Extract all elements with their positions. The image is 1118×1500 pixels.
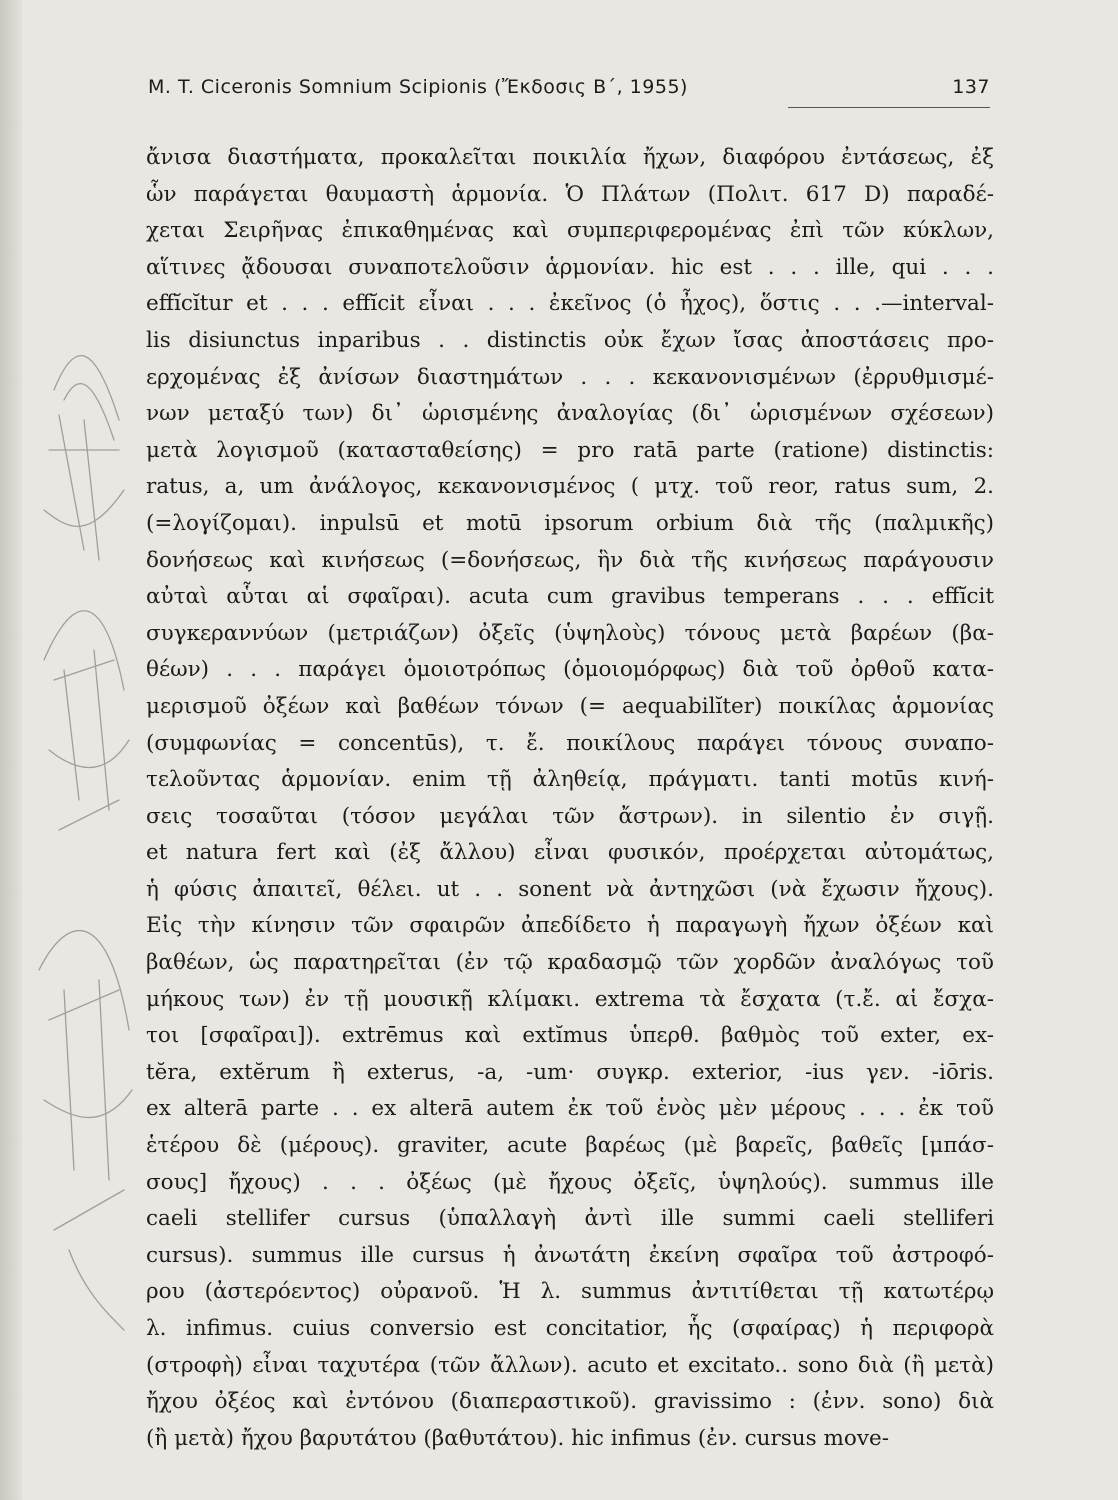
text-line: ἤχου ὀξέος καὶ ἐντόνου (διαπεραστικοῦ). gravissimo : (ἐνν. sono) διὰ [146,1389,994,1415]
text-line: (συμφωνίας = concentūs), τ. ἔ. ποικίλους παράγει τόνους συναπο- [146,730,994,756]
text-line: αἵτινες ᾄδουσαι συναποτελοῦσιν ἁρμονίαν. hic est . . . ille, qui . . . [146,254,994,280]
text-line: ἄνισα διαστήματα, προκαλεῖται ποικιλία ἤχων, διαφόρου ἐντάσεως, ἐξ [146,145,994,170]
pencil-doodle-icon [24,330,144,1430]
running-title: M. T. Ciceronis Somnium Scipionis (Ἔκδοσις Β΄, 1955) [148,76,688,98]
text-line: μήκους των) ἐν τῇ μουσικῇ κλίμακι. extrema τὰ ἔσχατα (τ.ἔ. αἱ ἔσχα- [146,986,994,1012]
text-line: (=λογίζομαι). inpulsū et motū ipsorum orbium διὰ τῆς (παλμικῆς) [146,510,994,536]
text-line: δονήσεως καὶ κινήσεως (=δονήσεως, ἣν διὰ τῆς κινήσεως παράγουσιν [146,547,994,573]
text-line: (στροφὴ) εἶναι ταχυτέρα (τῶν ἄλλων). acuto et excitato.. sono διὰ (ἢ μετὰ) [146,1352,994,1378]
text-line: effĭcĭtur et . . . effĭcit εἶναι . . . ἐκεῖνος (ὁ ἦχος), ὅστις . . .—interval- [146,291,994,317]
commentary-text [146,140,994,1457]
text-line: ἡ φύσις ἀπαιτεῖ, θέλει. ut . . sonent νὰ ἀντηχῶσι (νὰ ἔχωσιν ἤχους). [146,876,994,902]
text-line: αὐταὶ αὗται αἱ σφαῖραι). acuta cum gravibus temperans . . . effĭcit [146,584,994,610]
header-rule [788,107,990,108]
text-line: ratus, a, um ἀνάλογος, κεκανονισμένος ( μτχ. τοῦ reor, ratus sum, 2. [146,474,994,500]
text-line: θέων) . . . παράγει ὁμοιοτρόπως (ὁμοιομόρφως) διὰ τοῦ ὀρθοῦ κατα- [146,657,994,683]
text-line: ερχομένας ἐξ ἀνίσων διαστημάτων . . . κεκανονισμένων (ἐρρυθμισμέ- [146,364,994,390]
text-line: ρου (ἀστερόεντος) οὐρανοῦ. Ἡ λ. summus ἀντιτίθεται τῇ κατωτέρῳ [146,1279,994,1305]
text-line: ἑτέρου δὲ (μέρους). graviter, acute βαρέως (μὲ βαρεῖς, βαθεῖς [μπάσ- [146,1133,994,1159]
text-line: νων μεταξύ των) δι᾽ ὡρισμένης ἀναλογίας (δι᾽ ὡρισμένων σχέσεων) [146,401,994,427]
text-line: χεται Σειρῆνας ἐπικαθημένας καὶ συμπεριφερομένας ἐπὶ τῶν κύκλων, [146,218,994,244]
text-line: caeli stellifer cursus (ὑπαλλαγὴ ἀντὶ ille summi caeli stelliferi [146,1206,994,1232]
page-gutter [0,0,22,1500]
text-line: ὧν παράγεται θαυμαστὴ ἁρμονία. Ὁ Πλάτων (Πολιτ. 617 D) παραδέ- [146,181,994,207]
text-line: τελοῦντας ἁρμονίαν. enim τῇ ἀληθείᾳ, πράγματι. tanti motūs κινή- [146,767,994,793]
text-line: τοι [σφαῖραι]). extrēmus καὶ extĭmus ὑπερθ. βαθμὸς τοῦ exter, ex- [146,1023,994,1049]
text-line: συγκεραννύων (μετριάζων) ὀξεῖς (ὑψηλοὺς) τόνους μετὰ βαρέων (βα- [146,620,994,646]
text-line: tĕra, extĕrum ἢ exterus, -a, -um· συγκρ. exterior, -ius γεν. -iōris. [146,1059,994,1085]
page-number: 137 [952,76,990,98]
text-line: Εἰς τὴν κίνησιν τῶν σφαιρῶν ἀπεδίδετο ἡ παραγωγὴ ἤχων ὀξέων καὶ [146,913,994,939]
text-line: et natura fert καὶ (ἐξ ἄλλου) εἶναι φυσικόν, προέρχεται αὐτομάτως, [146,840,994,866]
text-line: μερισμοῦ ὀξέων καὶ βαθέων τόνων (= aequabilĭter) ποικίλας ἁρμονίας [146,693,994,719]
running-header [148,74,990,108]
text-line: (ἢ μετὰ) ἤχου βαρυτάτου (βαθυτάτου). hic infimus (ἐν. cursus move- [146,1425,889,1451]
text-line: σους] ἤχους) . . . ὀξέως (μὲ ἤχους ὀξεῖς, ὑψηλούς). summus ille [146,1169,994,1195]
text-line: λ. infimus. cuius conversio est concitatior, ἧς (σφαίρας) ἡ περιφορὰ [146,1316,994,1341]
text-line: σεις τοσαῦται (τόσον μεγάλαι τῶν ἄστρων). in silentio ἐν σιγῇ. [146,803,994,829]
text-line: ex alterā parte . . ex alterā autem ἐκ τοῦ ἑνὸς μὲν μέρους . . . ἐκ τοῦ [146,1096,994,1122]
text-line: μετὰ λογισμοῦ (κατασταθείσης) = pro ratā parte (ratione) distinctis: [146,437,994,463]
text-line: βαθέων, ὡς παρατηρεῖται (ἐν τῷ κραδασμῷ τῶν χορδῶν ἀναλόγως τοῦ [146,950,994,976]
text-line: cursus). summus ille cursus ἡ ἀνωτάτη ἐκείνη σφαῖρα τοῦ ἀστροφό- [146,1242,994,1268]
text-line: lis disiunctus inparibus . . distinctis οὐκ ἔχων ἴσας ἀποστάσεις προ- [146,327,994,353]
